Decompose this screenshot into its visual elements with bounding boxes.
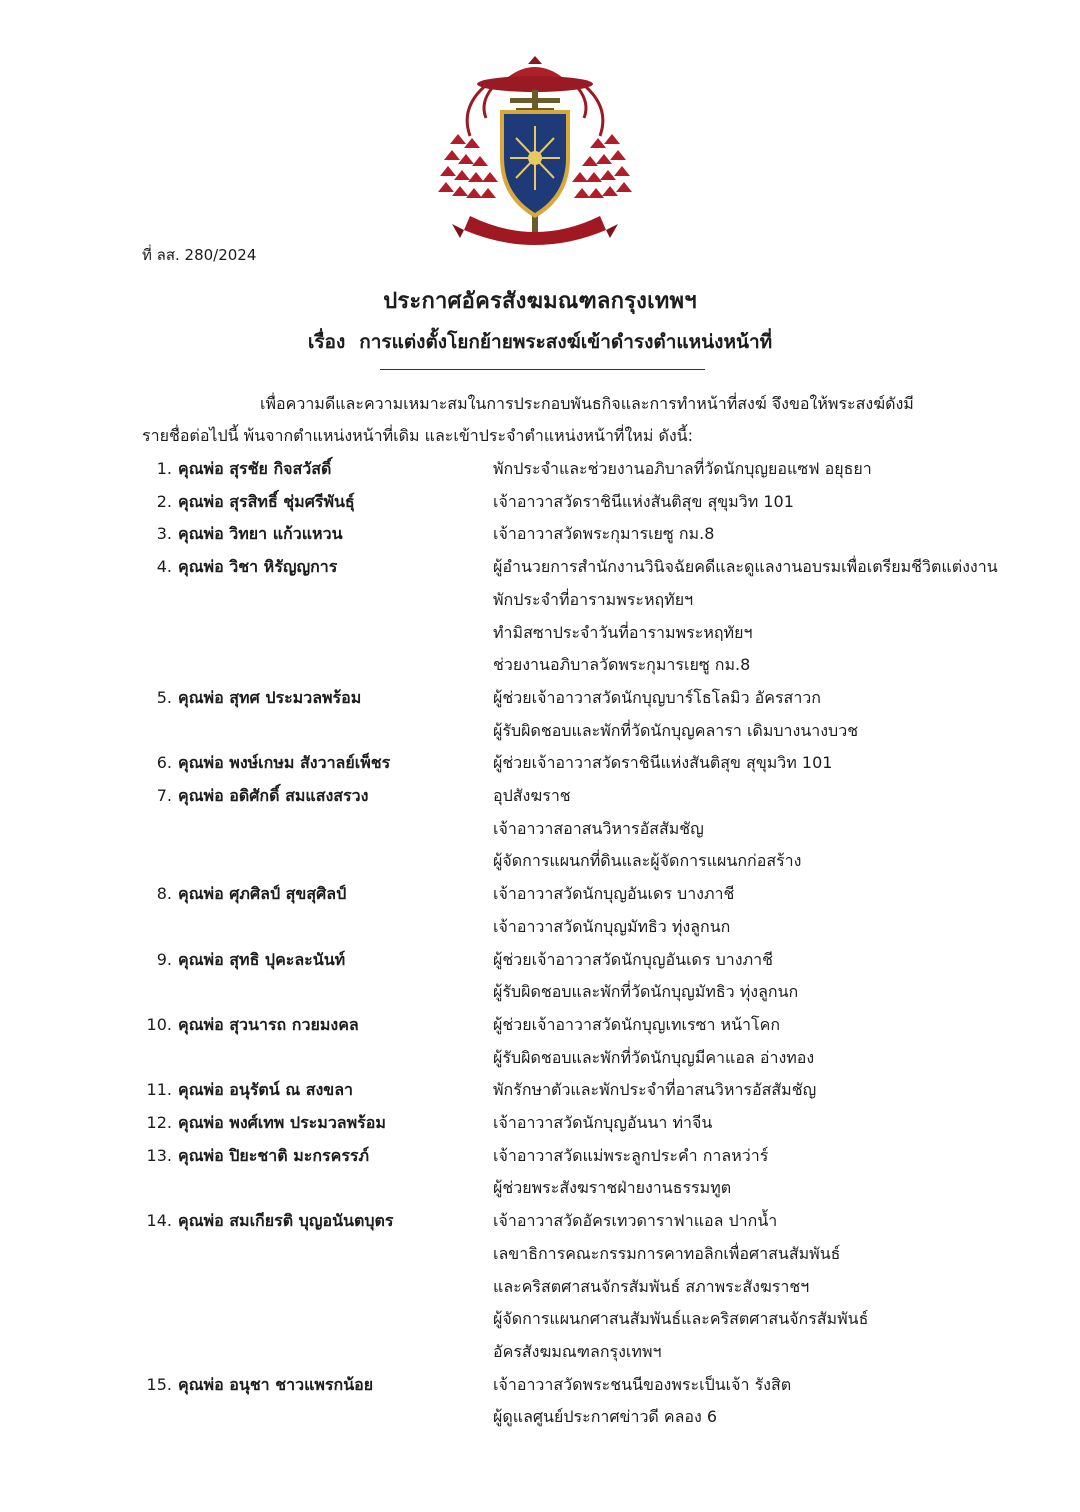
appointment-row [142,486,1042,519]
appointment-number: 4. [156,557,172,577]
duty-item: ผู้ช่วยพระสังฆราชฝ่ายงานธรรมทูต [493,1178,732,1198]
appointment-number: 7. [156,786,172,806]
appointment-row [142,1205,1042,1369]
duty-item: และคริสตศาสนจักรสัมพันธ์ สภาพระสังฆราชฯ [493,1276,810,1296]
priest-name: คุณพ่อ สุทศ ประมวลพร้อม [178,687,362,707]
duty-list [493,1369,1042,1434]
appointment-row [142,878,1042,943]
appointment-row [142,518,1042,551]
appointment-row [142,1369,1042,1434]
appointment-number: 10. [146,1014,172,1034]
appointment-row [142,1009,1042,1074]
duty-item: พักรักษาตัวและพักประจำที่อาสนวิหารอัสสัมชัญ [493,1080,817,1100]
duty-list [493,780,1042,878]
duty-item: เลขาธิการคณะกรรมการคาทอลิกเพื่อศาสนสัมพันธ์ [493,1243,841,1263]
priest-name: คุณพ่อ อดิศักดิ์ สมแสงสรวง [178,786,369,806]
duty-item: พักประจำและช่วยงานอภิบาลที่วัดนักบุญยอแซฟ อยุธยา [493,459,872,478]
appointment-row [142,682,1042,747]
appointment-number: 14. [146,1211,172,1231]
duty-list [493,1205,1042,1369]
appointment-number: 13. [146,1145,172,1165]
appointment-list [142,453,1042,1434]
duty-item: ผู้ช่วยเจ้าอาวาสวัดนักบุญเทเรซา หน้าโคก [493,1014,780,1034]
title-divider [380,369,705,370]
duty-item: เจ้าอาวาสวัดแม่พระลูกประคำ กาลหว่าร์ [493,1145,769,1165]
priest-name: คุณพ่อ ศุภศิลป์ สุขสุศิลป์ [178,884,347,904]
appointment-number: 11. [146,1080,172,1100]
duty-item: ผู้อำนวยการสำนักงานวินิจฉัยคดีและดูแลงานอบรมเพื่อเตรียมชีวิตแต่งงาน [493,557,998,577]
appointment-number: 8. [156,884,172,904]
duty-item: เจ้าอาวาสอาสนวิหารอัสสัมชัญ [493,818,704,838]
duty-item: ผู้จัดการแผนกศาสนสัมพันธ์และคริสตศาสนจักรสัมพันธ์ [493,1309,869,1329]
duty-item: เจ้าอาวาสวัดนักบุญอันเดร บางภาชี [493,884,735,904]
duty-item: เจ้าอาวาสวัดราชินีแห่งสันติสุข สุขุมวิท 101 [493,491,794,511]
appointment-row [142,944,1042,1009]
duty-item: เจ้าอาวาสวัดนักบุญมัทธิว ทุ่งลูกนก [493,916,731,936]
priest-name: คุณพ่อ ปิยะชาติ มะกรครรภ์ [178,1145,370,1165]
appointment-row [142,780,1042,878]
duty-list [493,518,1042,551]
appointment-number: 3. [156,524,172,544]
duty-item: ช่วยงานอภิบาลวัดพระกุมารเยซู กม.8 [493,655,751,675]
duty-item: อุปสังฆราช [493,786,571,806]
duty-item: ผู้ช่วยเจ้าอาวาสวัดนักบุญอันเดร บางภาชี [493,949,773,969]
duty-item: ผู้รับผิดชอบและพักที่วัดนักบุญมีคาแอล อ่างทอง [493,1047,815,1067]
subject-text: การแต่งตั้งโยกย้ายพระสงฆ์เข้าดำรงตำแหน่งหน้าที่ [359,331,773,353]
subject-label: เรื่อง [307,331,346,353]
priest-name: คุณพ่อ สุรชัย กิจสวัสดิ์ [178,459,332,478]
appointment-number: 9. [156,949,172,969]
priest-name: คุณพ่อ สมเกียรติ บุญอนันตบุตร [178,1211,394,1231]
priest-name: คุณพ่อ วิชา หิรัญญการ [178,557,338,577]
duty-item: อัครสังฆมณฑลกรุงเทพฯ [493,1341,662,1361]
appointment-number: 5. [156,687,172,707]
duty-list [493,1074,1042,1107]
intro-line-1: เพื่อความดีและความเหมาะสมในการประกอบพันธกิจและการทำหน้าที่สงฆ์ จึงขอให้พระสงฆ์ดังมี [260,394,914,413]
duty-list [493,1107,1042,1140]
duty-list [493,453,1042,486]
duty-item: ผู้จัดการแผนกที่ดินและผู้จัดการแผนกก่อสร้าง [493,851,802,871]
appointment-row [142,453,1042,486]
priest-name: คุณพ่อ พงศ์เทพ ประมวลพร้อม [178,1113,386,1133]
duty-list [493,1009,1042,1074]
duty-item: เจ้าอาวาสวัดพระกุมารเยซู กม.8 [493,524,715,544]
archdiocese-coat-of-arms-icon [430,48,640,248]
priest-name: คุณพ่อ สุรสิทธิ์ ชุ่มศรีพันธุ์ [178,491,355,511]
intro-line-2: รายชื่อต่อไปนี้ พ้นจากตำแหน่งหน้าที่เดิม และเข้าประจำตำแหน่งหน้าที่ใหม่ ดังนี้: [142,426,693,445]
duty-list [493,486,1042,519]
appointment-row [142,551,1042,682]
duty-item: เจ้าอาวาสวัดพระชนนีของพระเป็นเจ้า รังสิต [493,1374,792,1394]
appointment-number: 15. [146,1374,172,1394]
appointment-row [142,1107,1042,1140]
reference-number: ที่ ลส. 280/2024 [142,246,257,264]
appointment-row [142,1074,1042,1107]
intro-paragraph [142,388,1002,452]
duty-item: เจ้าอาวาสวัดอัครเทวดาราฟาแอล ปากน้ำ [493,1211,778,1231]
duty-list [493,682,1042,747]
appointment-number: 6. [156,753,172,773]
duty-item: ผู้ดูแลศูนย์ประกาศข่าวดี คลอง 6 [493,1407,718,1427]
priest-name: คุณพ่อ อนุรัตน์ ณ สงขลา [178,1080,354,1100]
duty-item: ผู้รับผิดชอบและพักที่วัดนักบุญมัทธิว ทุ่งลูกนก [493,982,799,1002]
appointment-number: 12. [146,1113,172,1133]
duty-item: ผู้ช่วยเจ้าอาวาสวัดราชินีแห่งสันติสุข สุขุมวิท 101 [493,753,833,773]
duty-list [493,878,1042,943]
announcement-subject [0,327,1080,357]
duty-item: ทำมิสซาประจำวันที่อารามพระหฤทัยฯ [493,622,753,642]
duty-list [493,944,1042,1009]
appointment-row [142,1140,1042,1205]
priest-name: คุณพ่อ อนุชา ชาวแพรกน้อย [178,1374,374,1394]
duty-list [493,551,1042,682]
priest-name: คุณพ่อ สุทธิ ปุคะละนันท์ [178,949,346,969]
duty-item: พักประจำที่อารามพระหฤทัยฯ [493,589,694,609]
appointment-number: 1. [156,459,172,478]
duty-list [493,747,1042,780]
duty-item: ผู้ช่วยเจ้าอาวาสวัดนักบุญบาร์โธโลมิว อัครสาวก [493,687,821,707]
priest-name: คุณพ่อ สุวนารถ กวยมงคล [178,1014,359,1034]
appointment-row [142,747,1042,780]
duty-item: เจ้าอาวาสวัดนักบุญอันนา ท่าจีน [493,1113,713,1133]
priest-name: คุณพ่อ วิทยา แก้วแหวน [178,524,343,544]
announcement-title: ประกาศอัครสังฆมณฑลกรุงเทพฯ [383,289,697,314]
priest-name: คุณพ่อ พงษ์เกษม สังวาลย์เพ็ชร [178,753,391,773]
duty-list [493,1140,1042,1205]
duty-item: ผู้รับผิดชอบและพักที่วัดนักบุญคลารา เดิมบางนางบวช [493,720,859,740]
appointment-number: 2. [156,491,172,511]
